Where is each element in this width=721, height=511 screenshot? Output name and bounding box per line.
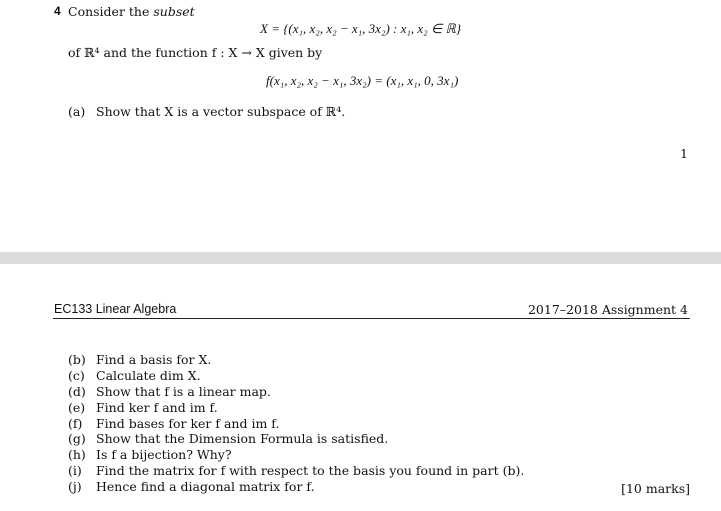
part-text: Find the matrix for f with respect to the basis you found in part (b). bbox=[96, 463, 525, 479]
part-a bbox=[68, 104, 345, 119]
list-item bbox=[68, 463, 524, 479]
list-item bbox=[68, 416, 524, 432]
question-number: 4 bbox=[54, 4, 61, 18]
marks-label: [10 marks] bbox=[621, 481, 690, 496]
part-text: Show that f is a linear map. bbox=[96, 383, 271, 399]
part-text: Find bases for ker f and im f. bbox=[96, 415, 280, 431]
question-intro bbox=[68, 4, 195, 19]
part-text: Hence find a diagonal matrix for f. bbox=[96, 479, 315, 495]
part-label: (c) bbox=[68, 367, 85, 383]
part-label: (f) bbox=[68, 415, 83, 431]
part-label: (b) bbox=[68, 352, 86, 367]
list-item bbox=[68, 400, 524, 416]
list-item bbox=[68, 368, 524, 384]
part-a-label: (a) bbox=[68, 104, 86, 119]
part-text: Calculate dim X. bbox=[96, 367, 201, 383]
part-text: Find ker f and im f. bbox=[96, 399, 218, 415]
parts-list bbox=[68, 352, 524, 495]
question-intro-text: Consider the bbox=[68, 4, 150, 19]
page-separator bbox=[0, 252, 721, 264]
page-number: 1 bbox=[680, 146, 688, 161]
part-label: (h) bbox=[68, 447, 86, 463]
header-rule bbox=[53, 318, 690, 319]
part-label: (g) bbox=[68, 431, 86, 447]
course-title: EC133 Linear Algebra bbox=[54, 302, 177, 316]
question-intro-emphasis: subset bbox=[153, 4, 195, 19]
part-text: Show that the Dimension Formula is satisfied. bbox=[96, 431, 389, 447]
part-label: (j) bbox=[68, 479, 82, 495]
part-label: (e) bbox=[68, 399, 86, 415]
part-label: (d) bbox=[68, 383, 86, 399]
list-item bbox=[68, 479, 524, 495]
list-item bbox=[68, 431, 524, 447]
assignment-title: 2017–2018 Assignment 4 bbox=[527, 302, 688, 317]
list-item bbox=[68, 352, 524, 368]
page-1 bbox=[0, 0, 721, 252]
function-intro: of ℝ⁴ and the function f : X → X given by bbox=[68, 45, 323, 60]
part-a-text: Show that X is a vector subspace of ℝ⁴. bbox=[96, 104, 346, 119]
part-text: Is f a bijection? Why? bbox=[96, 447, 232, 463]
list-item bbox=[68, 447, 524, 463]
function-definition: f(x₁, x₂, x₂ − x₁, 3x₂) = (x₁, x₁, 0, 3x₁) bbox=[266, 73, 459, 88]
set-definition: X = {(x₁, x₂, x₂ − x₁, 3x₂) : x₁, x₂ ∈ ℝ} bbox=[260, 21, 462, 36]
list-item bbox=[68, 384, 524, 400]
part-label: (i) bbox=[68, 463, 82, 479]
part-text: Find a basis for X. bbox=[96, 352, 212, 367]
